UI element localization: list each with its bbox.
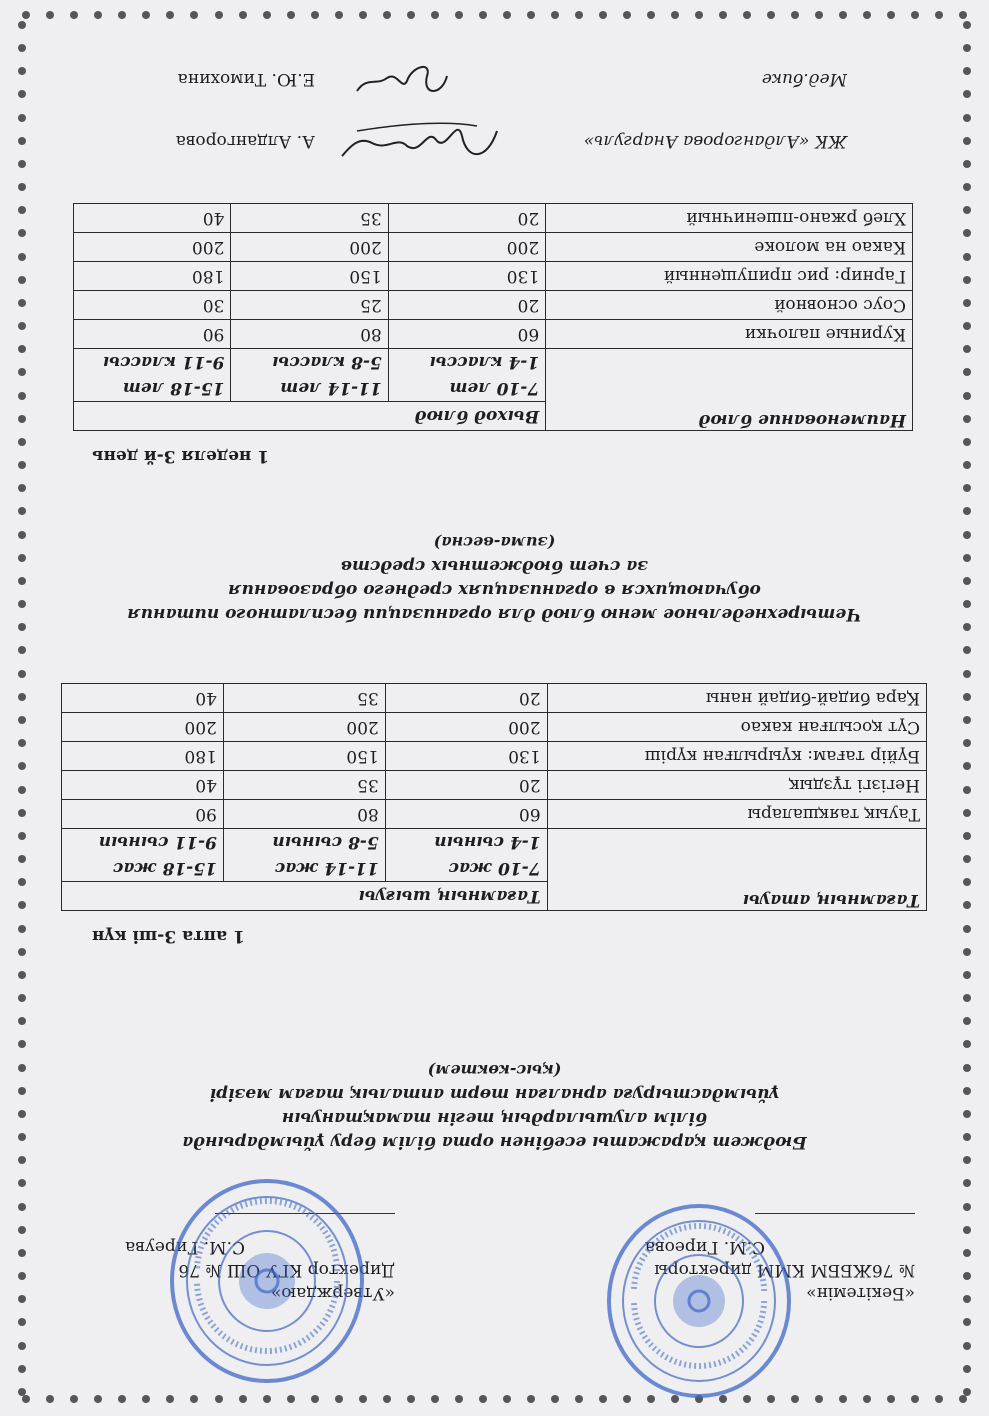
kz-group-3-age: 15-18 жас — [113, 858, 217, 878]
kz-value: 35 — [223, 684, 385, 713]
punch-hole — [18, 438, 26, 446]
kz-dish: Сүт қосылған какао — [547, 713, 926, 742]
ru-value: 40 — [74, 204, 231, 233]
punch-hole — [963, 44, 971, 52]
punch-hole — [963, 1087, 971, 1095]
punch-hole — [959, 1395, 967, 1403]
ru-header-dish: Наименование блюд — [546, 349, 913, 431]
signature-block — [62, 41, 927, 171]
kz-value: 35 — [223, 771, 385, 800]
punch-hole — [963, 299, 971, 307]
punch-hole — [963, 855, 971, 863]
punch-hole — [963, 786, 971, 794]
ru-group-2 — [231, 349, 388, 402]
punch-hole — [18, 44, 26, 52]
left-holes — [959, 20, 975, 1396]
ru-value: 80 — [231, 320, 388, 349]
punch-hole — [18, 507, 26, 515]
ru-value: 130 — [388, 262, 545, 291]
ru-dish: Хлеб ржано-пшеничный — [546, 204, 913, 233]
punch-hole — [18, 137, 26, 145]
handwritten-signature-org — [337, 111, 507, 171]
punch-hole — [18, 368, 26, 376]
punch-hole — [963, 832, 971, 840]
ru-dish: Гарнир: рис припущенный — [546, 262, 913, 291]
punch-hole — [18, 1110, 26, 1118]
punch-hole — [22, 1395, 30, 1403]
punch-hole — [18, 276, 26, 284]
handwritten-signature-nurse — [347, 56, 457, 106]
punch-hole — [963, 577, 971, 585]
signature-org-label: ЖК «Алдангорова Анаргуль» — [583, 131, 847, 151]
approval-ru-line3: С.М. Гиреува — [125, 1237, 245, 1257]
kz-menu-table — [61, 683, 927, 911]
punch-hole — [18, 1295, 26, 1303]
punch-hole — [18, 392, 26, 400]
ru-value: 90 — [74, 320, 231, 349]
ru-group-1-age: 7-10 лет — [449, 378, 540, 398]
punch-hole — [18, 878, 26, 886]
ru-header-yield: Выход блюд — [74, 402, 546, 431]
table-row — [74, 204, 913, 233]
ru-menu-table — [73, 203, 913, 431]
punch-hole — [18, 855, 26, 863]
punch-hole — [22, 11, 30, 19]
punch-hole — [18, 206, 26, 214]
punch-hole — [963, 1017, 971, 1025]
ru-group-3-age: 15-18 лет — [122, 378, 225, 398]
ru-value: 60 — [388, 320, 545, 349]
kz-value: 40 — [62, 771, 224, 800]
punch-hole — [963, 925, 971, 933]
punch-hole — [18, 322, 26, 330]
punch-hole — [18, 693, 26, 701]
punch-hole — [18, 299, 26, 307]
punch-hole — [963, 554, 971, 562]
ru-week-day: 1 неделя 3-й день — [92, 446, 270, 466]
punch-hole — [963, 1064, 971, 1072]
punch-hole — [18, 739, 26, 747]
ru-title-line2: обучающихся в организациях среднего образования — [228, 580, 761, 600]
kz-value: 150 — [223, 742, 385, 771]
punch-hole — [963, 229, 971, 237]
kz-group-1-grade: 1-4 сынып — [434, 832, 541, 852]
punch-hole — [963, 762, 971, 770]
ru-group-2-age: 11-14 лет — [280, 378, 382, 398]
kz-group-2 — [223, 829, 385, 882]
page-content — [62, 0, 927, 1416]
table-row — [74, 262, 913, 291]
punch-hole — [18, 786, 26, 794]
punch-hole — [18, 1087, 26, 1095]
kz-value: 200 — [223, 713, 385, 742]
right-holes — [14, 20, 30, 1396]
punch-hole — [963, 90, 971, 98]
punch-hole — [963, 67, 971, 75]
punch-hole — [18, 253, 26, 261]
punch-hole — [963, 322, 971, 330]
table-header-row — [62, 882, 927, 911]
punch-hole — [18, 670, 26, 678]
punch-hole — [18, 1040, 26, 1048]
punch-hole — [18, 67, 26, 75]
punch-hole — [963, 670, 971, 678]
punch-hole — [18, 809, 26, 817]
ru-title — [62, 530, 927, 626]
punch-hole — [963, 693, 971, 701]
signature-nurse-label: Мед.бике — [761, 69, 847, 89]
punch-hole — [18, 1365, 26, 1373]
ru-value: 150 — [231, 262, 388, 291]
punch-hole — [18, 577, 26, 585]
punch-hole — [963, 1295, 971, 1303]
punch-hole — [18, 971, 26, 979]
kz-title-line2: білім алушылардың тегін тамақтануын — [281, 1108, 708, 1128]
ru-value: 25 — [231, 291, 388, 320]
punch-hole — [963, 1249, 971, 1257]
seal-stamp-ru — [167, 1176, 367, 1386]
table-row — [74, 320, 913, 349]
punch-hole — [963, 878, 971, 886]
punch-hole — [963, 809, 971, 817]
punch-hole — [18, 1179, 26, 1187]
punch-hole — [18, 1342, 26, 1350]
punch-hole — [963, 507, 971, 515]
kz-dish: Бүйір тағам: күырылған күріш — [547, 742, 926, 771]
punch-hole — [963, 901, 971, 909]
approval-kz-line2: № 76ЖББМ КММ директоры — [654, 1260, 915, 1280]
signature-org-name: А. Алдангорова — [175, 131, 315, 151]
punch-hole — [18, 994, 26, 1002]
punch-hole — [963, 21, 971, 29]
ru-value: 200 — [74, 233, 231, 262]
ru-title-line3: за счет бюджетных средств — [340, 556, 649, 576]
punch-hole — [18, 415, 26, 423]
punch-hole — [18, 90, 26, 98]
kz-title-line1: Бюджет қаражаты есебінен орта білім беру ұйымдарында — [182, 1132, 807, 1152]
ru-season: (зима-весна) — [433, 533, 556, 552]
table-row — [74, 291, 913, 320]
punch-hole — [963, 461, 971, 469]
ru-value: 200 — [231, 233, 388, 262]
punch-hole — [963, 1156, 971, 1164]
punch-hole — [963, 206, 971, 214]
approval-ru-line1: «Утверждаю» — [270, 1283, 395, 1303]
ru-value: 20 — [388, 291, 545, 320]
kz-value: 180 — [62, 742, 224, 771]
punch-hole — [963, 160, 971, 168]
kz-value: 200 — [385, 713, 547, 742]
punch-hole — [963, 716, 971, 724]
punch-hole — [18, 1017, 26, 1025]
kz-title-line3: ұйымдастыруға арналған төрт апталық тағам мәзірі — [209, 1084, 780, 1104]
punch-hole — [18, 716, 26, 724]
kz-group-1 — [385, 829, 547, 882]
punch-hole — [963, 484, 971, 492]
punch-hole — [963, 253, 971, 261]
punch-hole — [18, 484, 26, 492]
kz-value: 90 — [62, 800, 224, 829]
punch-hole — [963, 647, 971, 655]
punch-hole — [18, 647, 26, 655]
table-row — [62, 713, 927, 742]
punch-hole — [963, 392, 971, 400]
punch-hole — [963, 368, 971, 376]
punch-hole — [18, 1156, 26, 1164]
punch-hole — [963, 1133, 971, 1141]
punch-hole — [18, 531, 26, 539]
ru-group-3-grade: 9-11 классы — [102, 352, 225, 372]
ru-group-1 — [388, 349, 545, 402]
punch-hole — [18, 1203, 26, 1211]
approval-kz-line3: С.М. Гирeова — [644, 1237, 765, 1257]
punch-hole — [18, 1226, 26, 1234]
ru-value: 35 — [231, 204, 388, 233]
punch-hole — [963, 1179, 971, 1187]
punch-hole — [46, 1395, 54, 1403]
kz-group-3 — [62, 829, 224, 882]
kz-group-2-age: 11-14 жас — [274, 858, 379, 878]
punch-hole — [963, 345, 971, 353]
punch-hole — [963, 600, 971, 608]
punch-hole — [963, 137, 971, 145]
punch-hole — [963, 114, 971, 122]
punch-hole — [46, 11, 54, 19]
ru-title-line1: Четырехнедельное меню блюд для организации бесплатного питания — [127, 604, 862, 624]
punch-hole — [963, 276, 971, 284]
punch-hole — [18, 948, 26, 956]
table-row — [62, 771, 927, 800]
signature-nurse-name: Е.Ю. Тимохина — [177, 69, 315, 89]
table-row — [62, 684, 927, 713]
punch-hole — [18, 229, 26, 237]
seal-stamp-kz — [604, 1201, 794, 1401]
table-row — [62, 800, 927, 829]
punch-hole — [18, 925, 26, 933]
table-row — [62, 742, 927, 771]
punch-hole — [935, 11, 943, 19]
kz-group-2-grade: 5-8 сынып — [272, 832, 379, 852]
punch-hole — [18, 1133, 26, 1141]
kz-value: 40 — [62, 684, 224, 713]
ru-group-1-grade: 1-4 классы — [429, 352, 540, 372]
punch-hole — [18, 1064, 26, 1072]
punch-hole — [18, 901, 26, 909]
ru-value: 180 — [74, 262, 231, 291]
punch-hole — [963, 1203, 971, 1211]
punch-hole — [963, 948, 971, 956]
punch-hole — [963, 1365, 971, 1373]
punch-hole — [963, 531, 971, 539]
ru-group-3 — [74, 349, 231, 402]
table-header-row — [74, 402, 913, 431]
punch-hole — [18, 600, 26, 608]
kz-season: (қыс-көктем) — [427, 1061, 562, 1080]
ru-value: 200 — [388, 233, 545, 262]
kz-group-1-age: 7-10 жас — [448, 858, 541, 878]
kz-header-dish: Тағамның атауы — [547, 829, 926, 911]
punch-hole — [963, 1040, 971, 1048]
punch-hole — [963, 623, 971, 631]
kz-title — [62, 1058, 927, 1154]
punch-hole — [963, 1272, 971, 1280]
punch-hole — [18, 160, 26, 168]
kz-value: 20 — [385, 684, 547, 713]
punch-hole — [18, 762, 26, 770]
punch-hole — [963, 1110, 971, 1118]
kz-dish: Тауық таяқшалары — [547, 800, 926, 829]
table-row — [74, 233, 913, 262]
approval-ru-line2: Директор КГУ ОШ № 76 — [178, 1260, 395, 1280]
punch-hole — [963, 739, 971, 747]
punch-hole — [18, 21, 26, 29]
ru-value: 20 — [388, 204, 545, 233]
punch-hole — [963, 1318, 971, 1326]
ru-dish: Какао на молоке — [546, 233, 913, 262]
kz-value: 80 — [223, 800, 385, 829]
punch-hole — [963, 994, 971, 1002]
kz-value: 60 — [385, 800, 547, 829]
kz-group-3-grade: 9-11 сынып — [98, 832, 217, 852]
ru-dish: Соус основной — [546, 291, 913, 320]
ru-value: 30 — [74, 291, 231, 320]
ru-dish: Куриные палочки — [546, 320, 913, 349]
kz-header-yield: Тағамның шығуы — [62, 882, 548, 911]
punch-hole — [963, 971, 971, 979]
approval-kz-line1: «Бекітемін» — [806, 1283, 915, 1303]
punch-hole — [963, 415, 971, 423]
punch-hole — [18, 832, 26, 840]
kz-dish: Қара бидай-бидай наны — [547, 684, 926, 713]
punch-hole — [18, 461, 26, 469]
punch-hole — [963, 183, 971, 191]
punch-hole — [18, 1318, 26, 1326]
kz-value: 200 — [62, 713, 224, 742]
punch-hole — [18, 554, 26, 562]
punch-hole — [935, 1395, 943, 1403]
kz-week-day: 1 апта 3-ші күн — [92, 926, 245, 946]
punch-hole — [963, 1342, 971, 1350]
kz-value: 20 — [385, 771, 547, 800]
punch-hole — [963, 438, 971, 446]
punch-hole — [18, 1249, 26, 1257]
punch-hole — [18, 114, 26, 122]
punch-hole — [18, 345, 26, 353]
kz-dish: Негізгі тұздық — [547, 771, 926, 800]
punch-hole — [963, 1226, 971, 1234]
kz-value: 130 — [385, 742, 547, 771]
punch-hole — [18, 183, 26, 191]
punch-hole — [959, 11, 967, 19]
punch-hole — [18, 623, 26, 631]
ru-group-2-grade: 5-8 классы — [272, 352, 382, 372]
punch-hole — [18, 1272, 26, 1280]
